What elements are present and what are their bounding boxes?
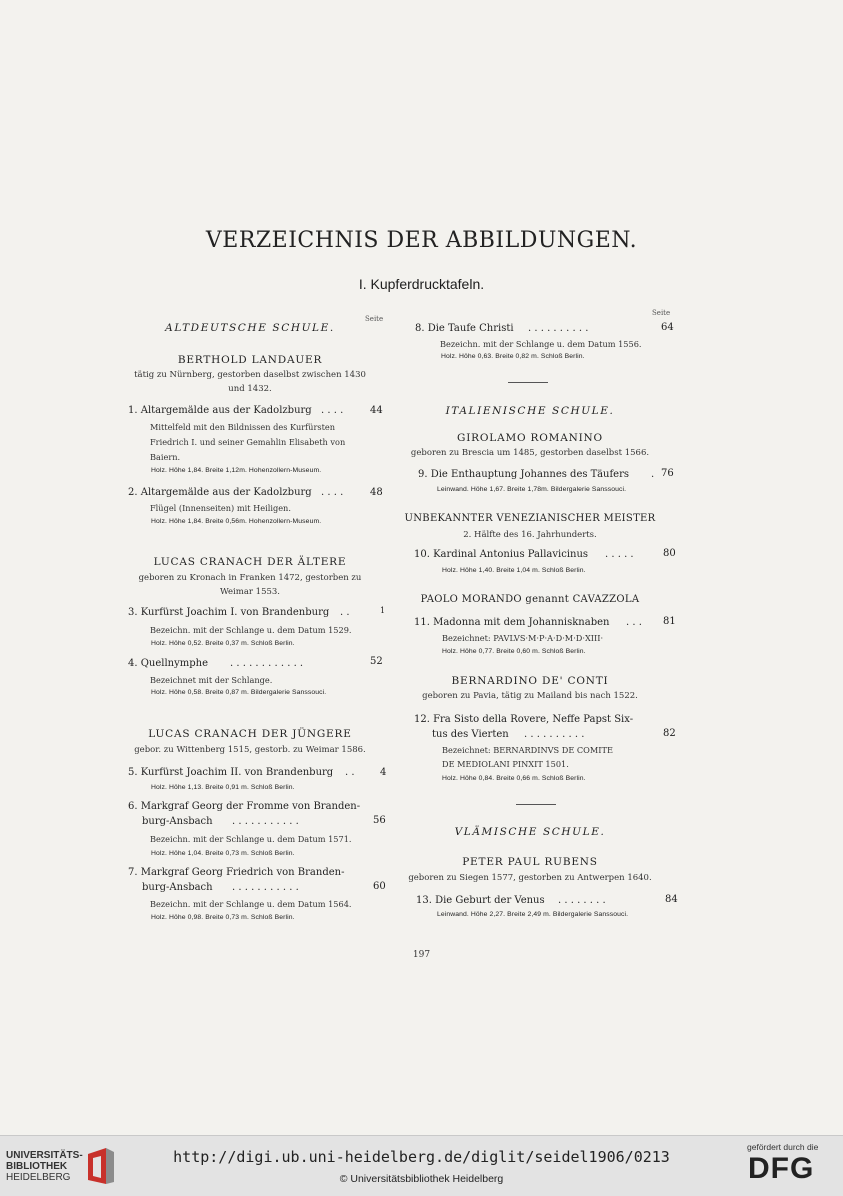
entry-dots: . . . . . . . . [558,895,606,906]
entry-7-title: 7. Markgraf Georg Friedrich von Branden- [128,867,345,878]
entry-dimensions: Holz. Höhe 1,84. Breite 0,56m. Hohenzollern-Museum. [151,518,322,525]
entry-dots: . . . . [321,487,344,498]
dfg-caption: gefördert durch die [747,1142,819,1152]
entry-dimensions: Holz. Höhe 0,77. Breite 0,60 m. Schloß Berlin. [442,648,586,655]
viewer-footer [0,1135,843,1196]
entry-7-page: 60 [373,881,386,892]
entry-note: DE MEDIOLANI PINXIT 1501. [442,759,569,769]
entry-12-page: 82 [663,728,676,739]
entry-13-title: 13. Die Geburt der Venus [416,895,545,906]
entry-3-page: 1 [380,606,386,615]
school-heading-altdeutsche: ALTDEUTSCHE SCHULE. [165,322,335,334]
entry-5-page: 4 [380,767,387,778]
bio-line: geboren zu Kronach in Franken 1472, gestorben zu [138,573,362,583]
entry-dimensions: Holz. Höhe 0,58. Breite 0,87 m. Bildergalerie Sanssouci. [151,689,327,696]
artist-de-conti: BERNARDINO DE' CONTI [451,675,609,687]
entry-dots: . . . [626,617,642,628]
page-subtitle: I. Kupferdrucktafeln. [358,276,485,292]
entry-2-page: 48 [370,487,383,498]
entry-4-page: 52 [370,656,383,667]
entry-note: Bezeichnet: PAVLVS·M·P·A·D·M·D·XIII· [442,633,604,643]
artist-cranach-younger: LUCAS CRANACH DER JÜNGERE [148,728,352,740]
section-divider [508,382,548,383]
school-heading-vlaemische: VLÄMISCHE SCHULE. [454,826,606,838]
entry-dimensions: Holz. Höhe 1,13. Breite 0,91 m. Schloß Berlin. [151,784,295,791]
artist-cranach-elder: LUCAS CRANACH DER ÄLTERE [153,556,347,568]
artist-bio [395,446,665,460]
entry-note: Baiern. [150,452,181,462]
entry-4-title: 4. Quellnymphe [128,658,209,669]
entry-10-page: 80 [663,548,676,559]
seite-label-left: Seite [365,315,384,323]
entry-note: Bezeichn. mit der Schlange u. dem Datum 1564. [150,899,352,909]
entry-dimensions: Holz. Höhe 0,63. Breite 0,82 m. Schloß Berlin. [441,353,585,360]
entry-note: Bezeichn. mit der Schlange u. dem Datum 1571. [150,834,352,844]
entry-2-title: 2. Altargemälde aus der Kadolzburg [128,487,312,498]
entry-dimensions: Holz. Höhe 0,52. Breite 0,37 m. Schloß Berlin. [151,640,295,647]
bio-line: 2. Hälfte des 16. Jahrhunderts. [463,530,597,540]
artist-bio [110,368,390,396]
entry-note: Friedrich I. und seiner Gemahlin Elisabeth von [150,437,346,447]
section-divider [516,804,556,805]
bio-line: geboren zu Pavia, tätig zu Mailand bis nach 1522. [422,691,638,701]
entry-8-title: 8. Die Taufe Christi [415,323,514,334]
entry-11-page: 81 [663,616,676,627]
artist-rubens: PETER PAUL RUBENS [462,856,598,868]
artist-bio [110,743,390,757]
entry-11-title: 11. Madonna mit dem Johannisknaben [414,617,610,628]
bio-line: tätig zu Nürnberg, gestorben daselbst zwischen 1430 [134,370,366,380]
entry-dots: . . . . . [605,549,634,560]
entry-dimensions: Holz. Höhe 0,98. Breite 0,73 m. Schloß Berlin. [151,914,295,921]
copyright-notice: © Universitätsbibliothek Heidelberg [339,1173,504,1185]
library-name-line: UNIVERSITÄTS- [6,1150,83,1161]
entry-12-title: 12. Fra Sisto della Rovere, Neffe Papst Six- [414,714,634,725]
entry-9-page: 76 [661,468,674,479]
entry-6-page: 56 [373,815,386,826]
entry-dots: . . . . . . . . . . . [232,816,299,827]
entry-dots: . . . . [321,405,344,416]
entry-note: Bezeichnet: BERNARDINVS DE COMITE [442,745,613,755]
page-title: VERZEICHNIS DER ABBILDUNGEN. [205,228,638,253]
permalink-url[interactable]: http://digi.ub.uni-heidelberg.de/diglit/seidel1906/0213 [173,1148,670,1166]
entry-dimensions: Holz. Höhe 1,40. Breite 1,04 m. Schloß Berlin. [442,567,586,574]
entry-13-page: 84 [665,894,678,905]
entry-note: Bezeichn. mit der Schlange u. dem Datum 1529. [150,625,352,635]
artist-morando: PAOLO MORANDO genannt CAVAZZOLA [420,594,640,605]
entry-dots: . . [340,607,350,618]
entry-7-title-cont: burg-Ansbach [142,882,213,893]
seite-label-right: Seite [652,309,671,317]
bio-line: gebor. zu Wittenberg 1515, gestorb. zu Weimar 1586. [134,745,366,755]
entry-dimensions: Holz. Höhe 1,84. Breite 1,12m. Hohenzollern-Museum. [151,467,322,474]
library-name-line: HEIDELBERG [6,1172,71,1183]
bio-line: Weimar 1553. [219,587,281,597]
entry-dots: . . . . . . . . . . . . [230,658,304,669]
artist-bio [110,571,390,599]
school-heading-italienische: ITALIENISCHE SCHULE. [445,405,615,417]
entry-note: Mittelfeld mit den Bildnissen des Kurfürsten [150,422,335,432]
library-name-line: BIBLIOTHEK [6,1161,68,1172]
page-number: 197 [412,950,431,960]
entry-6-title: 6. Markgraf Georg der Fromme von Branden- [128,801,361,812]
entry-note: Bezeichnet mit der Schlange. [150,675,273,685]
bio-line: und 1432. [228,384,272,394]
artist-landauer: BERTHOLD LANDAUER [177,354,323,366]
artist-bio [395,528,665,542]
artist-romanino: GIROLAMO ROMANINO [457,432,603,444]
artist-bio [395,689,665,703]
entry-8-page: 64 [661,322,674,333]
entry-1-title: 1. Altargemälde aus der Kadolzburg [128,405,312,416]
entry-dots: . . . . . . . . . . . [232,882,299,893]
entry-dimensions: Leinwand. Höhe 1,67. Breite 1,78m. Bildergalerie Sanssouci. [437,486,627,493]
artist-unbekannter-meister: UNBEKANNTER VENEZIANISCHER MEISTER [404,513,656,524]
entry-dots: . [651,469,655,480]
entry-9-title: 9. Die Enthauptung Johannes des Täufers [418,469,630,480]
bio-line: geboren zu Siegen 1577, gestorben zu Antwerpen 1640. [408,873,652,883]
entry-3-title: 3. Kurfürst Joachim I. von Brandenburg [128,607,330,618]
entry-dots: . . . . . . . . . . [528,323,589,334]
entry-dimensions: Holz. Höhe 0,84. Breite 0,66 m. Schloß Berlin. [442,775,586,782]
entry-10-title: 10. Kardinal Antonius Pallavicinus [414,549,589,560]
entry-dots: . . . . . . . . . . [524,729,585,740]
entry-dots: . . [345,767,355,778]
artist-bio [395,871,665,885]
entry-dimensions: Holz. Höhe 1,04. Breite 0,73 m. Schloß Berlin. [151,850,295,857]
entry-12-title-cont: tus des Vierten [432,729,509,740]
entry-dimensions: Leinwand. Höhe 2,27. Breite 2,49 m. Bildergalerie Sanssouci. [437,911,629,918]
bio-line: geboren zu Brescia um 1485, gestorben daselbst 1566. [410,448,650,458]
entry-5-title: 5. Kurfürst Joachim II. von Brandenburg [128,767,334,778]
entry-1-page: 44 [370,405,383,416]
entry-note: Bezeichn. mit der Schlange u. dem Datum 1556. [440,339,642,349]
entry-note: Flügel (Innenseiten) mit Heiligen. [150,503,291,513]
entry-6-title-cont: burg-Ansbach [142,816,213,827]
dfg-logo: DFG [748,1152,815,1185]
